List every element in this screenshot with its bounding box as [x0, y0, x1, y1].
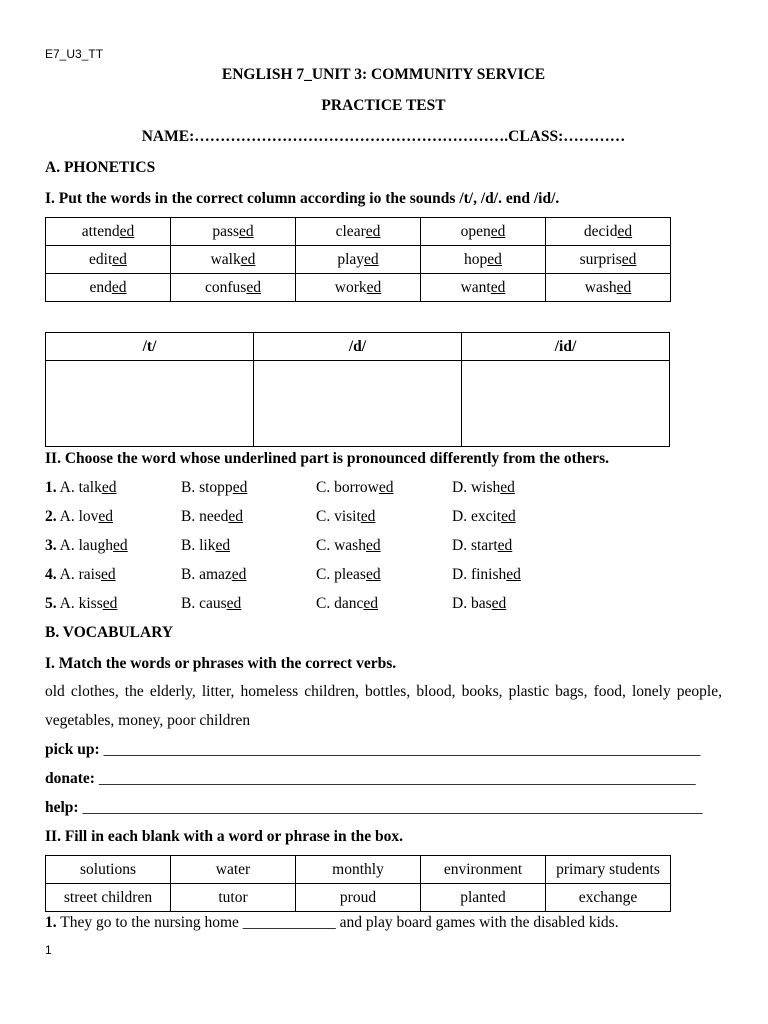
vocab-part2-instruction: II. Fill in each blank with a word or phrase in the box.: [45, 828, 403, 845]
answer-option[interactable]: [45, 595, 117, 613]
box-word: planted: [421, 884, 546, 912]
word-stem: hop: [464, 250, 488, 268]
option-underlined: ed: [232, 479, 248, 496]
option-underlined: ed: [365, 537, 381, 554]
word-stem: play: [337, 250, 365, 268]
question-number: 1.: [45, 914, 57, 931]
word-box-table: [45, 855, 671, 912]
word-row: [46, 246, 671, 274]
sound-columns-table: [45, 332, 670, 447]
option-underlined: ed: [215, 537, 231, 554]
sound-header-t: /t/: [46, 333, 254, 361]
option-underlined: ed: [501, 508, 516, 525]
word-cell: [46, 274, 171, 302]
word-row: [46, 274, 671, 302]
word-ending: ed: [246, 278, 261, 296]
box-word: tutor: [171, 884, 296, 912]
sound-header-id: /id/: [462, 333, 670, 361]
box-row: [46, 856, 671, 884]
word-cell: [46, 218, 171, 246]
answer-cell-t[interactable]: [46, 361, 254, 447]
word-ending: ed: [112, 250, 127, 268]
word-ending: ed: [487, 250, 502, 268]
option-text: B. need: [181, 508, 229, 525]
word-stem: want: [460, 278, 491, 296]
word-list: old clothes, the elderly, litter, homeless children, bottles, blood, books, plastic bags, food, lonely people, vegetables, money, poor children: [45, 683, 722, 729]
donate-blank[interactable]: _____________________________________________________________________________: [98, 770, 696, 787]
answer-option[interactable]: [45, 508, 113, 526]
option-text: C. danc: [316, 595, 364, 612]
option-underlined: ed: [101, 479, 117, 496]
word-stem: wash: [584, 278, 617, 296]
option-text: D. excit: [452, 508, 502, 525]
word-cell: [46, 246, 171, 274]
box-word: primary students: [546, 856, 671, 884]
option-text: A. kiss: [59, 595, 103, 612]
document-code: E7_U3_TT: [45, 47, 104, 61]
option-text: A. laugh: [59, 537, 114, 554]
box-word: monthly: [296, 856, 421, 884]
phonetics-part2-instruction: II. Choose the word whose underlined part is pronounced differently from the others.: [45, 450, 610, 467]
option-underlined: ed: [226, 595, 242, 612]
option-underlined: ed: [360, 508, 376, 525]
pick-up-blank[interactable]: _____________________________________________________________________________: [103, 741, 701, 758]
document-title: ENGLISH 7_UNIT 3: COMMUNITY SERVICE: [221, 66, 546, 83]
option-text: A. lov: [59, 508, 99, 525]
word-stem: end: [89, 278, 112, 296]
word-ending: ed: [365, 222, 381, 240]
word-ending: ed: [364, 250, 379, 268]
box-word: solutions: [46, 856, 171, 884]
question-number: 2.: [45, 508, 57, 525]
answer-cell-id[interactable]: [462, 361, 670, 447]
option-text: C. pleas: [316, 566, 366, 583]
sound-header-d: /d/: [254, 333, 462, 361]
answer-option[interactable]: [316, 537, 381, 555]
word-ending: ed: [239, 222, 254, 240]
word-cell: [421, 218, 546, 246]
option-underlined: ed: [228, 508, 243, 525]
option-underlined: ed: [113, 537, 128, 554]
option-underlined: ed: [363, 595, 378, 612]
option-underlined: ed: [491, 595, 507, 612]
help-line[interactable]: [45, 799, 702, 817]
answer-option[interactable]: [452, 508, 516, 526]
word-stem: work: [334, 278, 367, 296]
word-stem: clear: [335, 222, 366, 240]
word-stem: decid: [583, 222, 618, 240]
answer-option[interactable]: [181, 566, 246, 584]
option-underlined: ed: [231, 566, 247, 583]
word-cell: [296, 246, 421, 274]
box-row: [46, 884, 671, 912]
word-cell: [296, 218, 421, 246]
question-number: 5.: [45, 595, 57, 612]
option-underlined: ed: [98, 508, 114, 525]
word-ending: ed: [240, 250, 256, 268]
answer-option[interactable]: [316, 508, 375, 526]
word-cell: [421, 274, 546, 302]
word-cell: [546, 274, 671, 302]
word-ending: ed: [621, 250, 637, 268]
option-text: C. visit: [316, 508, 361, 525]
word-row: [46, 218, 671, 246]
answer-option[interactable]: [181, 537, 230, 555]
name-class-line: NAME:…………………………………………………….CLASS:…………: [141, 128, 626, 145]
box-word: environment: [421, 856, 546, 884]
section-a-heading: A. PHONETICS: [45, 159, 156, 176]
answer-option[interactable]: [316, 479, 394, 497]
word-stem: attend: [81, 222, 120, 240]
answer-option[interactable]: [452, 537, 512, 555]
answer-option[interactable]: [181, 479, 247, 497]
word-ending: ed: [366, 278, 382, 296]
word-stem: pass: [212, 222, 240, 240]
option-text: A. rais: [59, 566, 101, 583]
word-stem: walk: [210, 250, 241, 268]
answer-option[interactable]: [316, 595, 378, 613]
word-ending: ed: [111, 278, 127, 296]
word-cell: [171, 246, 296, 274]
word-ending: ed: [617, 222, 633, 240]
fill-question-1: [45, 914, 619, 932]
question-number: 4.: [45, 566, 57, 583]
answer-cell-d[interactable]: [254, 361, 462, 447]
vocab-part1-instruction: I. Match the words or phrases with the correct verbs.: [45, 655, 397, 672]
question-number: 1.: [45, 479, 57, 496]
donate-line[interactable]: [45, 770, 696, 788]
word-cell: [296, 274, 421, 302]
donate-label: donate:: [45, 770, 95, 787]
answer-option[interactable]: [452, 595, 506, 613]
help-label: help:: [45, 799, 79, 816]
word-ending: ed: [616, 278, 632, 296]
question-number: 3.: [45, 537, 57, 554]
question-text: They go to the nursing home ____________ and play board games with the disabled kids.: [60, 914, 619, 931]
answer-option[interactable]: [45, 566, 116, 584]
word-table: [45, 217, 671, 302]
word-cell: [171, 274, 296, 302]
option-underlined: ed: [378, 479, 394, 496]
section-b-heading: B. VOCABULARY: [45, 624, 174, 641]
option-underlined: ed: [102, 595, 118, 612]
word-stem: edit: [89, 250, 113, 268]
answer-option[interactable]: [181, 508, 243, 526]
option-text: C. wash: [316, 537, 366, 554]
pick-up-label: pick up:: [45, 741, 100, 758]
option-text: D. finish: [452, 566, 507, 583]
pick-up-line[interactable]: [45, 741, 700, 759]
option-underlined: ed: [497, 537, 513, 554]
answer-option[interactable]: [181, 595, 241, 613]
option-text: D. bas: [452, 595, 492, 612]
option-text: B. stopp: [181, 479, 233, 496]
page-number: 1: [45, 943, 52, 957]
word-cell: [546, 218, 671, 246]
option-underlined: ed: [506, 566, 521, 583]
word-ending: ed: [490, 222, 506, 240]
option-underlined: ed: [365, 566, 381, 583]
answer-option[interactable]: [452, 566, 521, 584]
box-word: water: [171, 856, 296, 884]
box-word: proud: [296, 884, 421, 912]
answer-option[interactable]: [45, 479, 116, 497]
word-cell: [421, 246, 546, 274]
option-text: A. talk: [59, 479, 102, 496]
box-word: exchange: [546, 884, 671, 912]
option-text: B. amaz: [181, 566, 232, 583]
box-word: street children: [46, 884, 171, 912]
word-cell: [546, 246, 671, 274]
word-ending: ed: [119, 222, 135, 240]
option-text: B. lik: [181, 537, 216, 554]
word-ending: ed: [490, 278, 506, 296]
option-underlined: ed: [500, 479, 515, 496]
option-underlined: ed: [100, 566, 116, 583]
option-text: C. borrow: [316, 479, 379, 496]
option-text: B. caus: [181, 595, 227, 612]
phonetics-part1-instruction: I. Put the words in the correct column according io the sounds /t/, /d/. end /id/.: [45, 190, 560, 207]
option-text: D. start: [452, 537, 498, 554]
word-stem: surpris: [579, 250, 622, 268]
word-stem: confus: [205, 278, 247, 296]
word-stem: open: [460, 222, 491, 240]
answer-option[interactable]: [452, 479, 515, 497]
document-subtitle: PRACTICE TEST: [321, 97, 446, 114]
option-text: D. wish: [452, 479, 501, 496]
answer-option[interactable]: [316, 566, 381, 584]
answer-option[interactable]: [45, 537, 128, 555]
help-blank[interactable]: ________________________________________________________________________________: [82, 799, 703, 816]
word-cell: [171, 218, 296, 246]
